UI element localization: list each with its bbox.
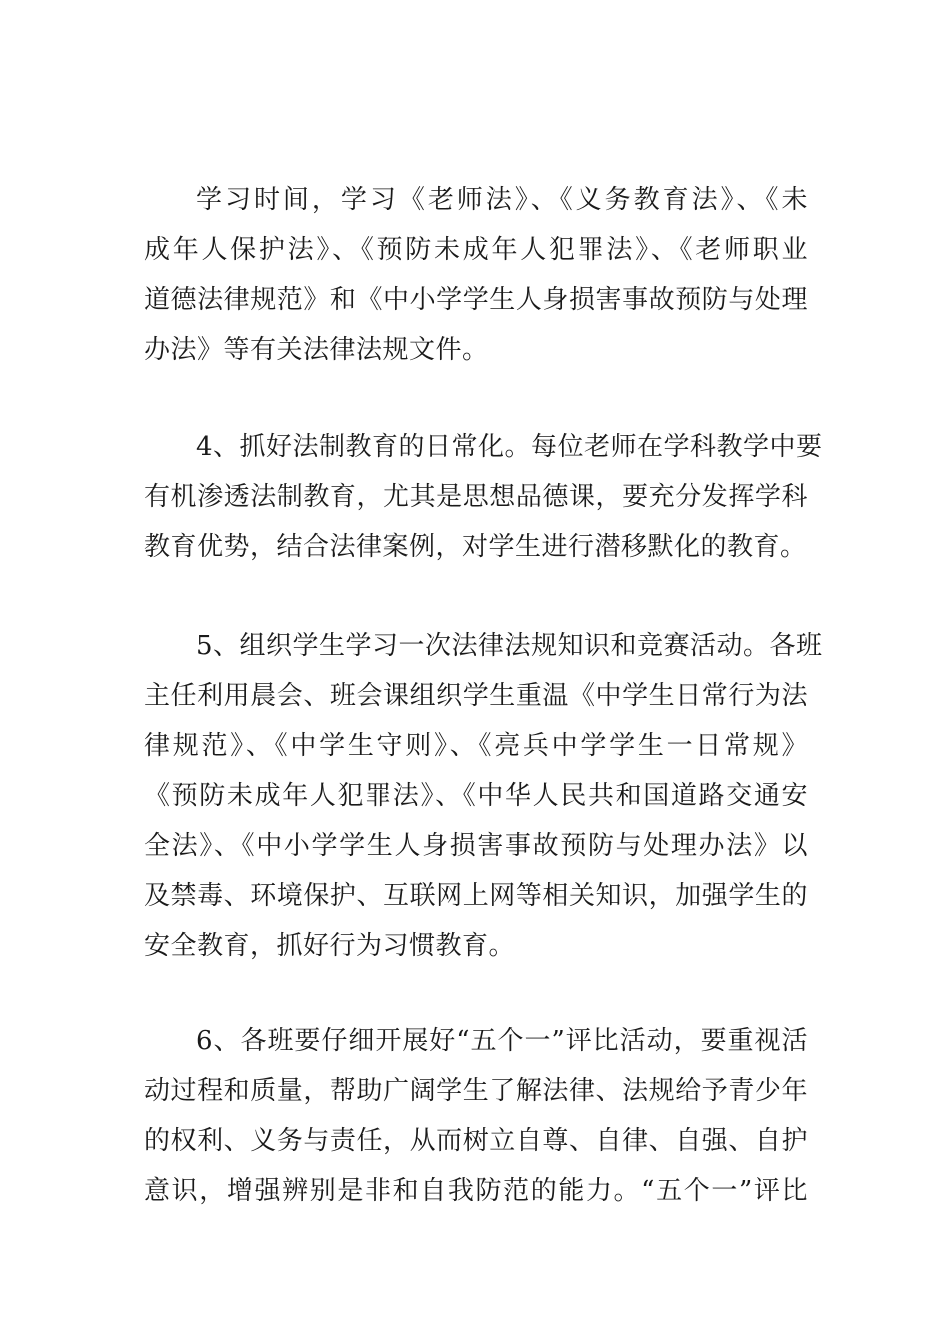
paragraph-line: 主任利用晨会、班会课组织学生重温《中学生日常行为法: [144, 681, 808, 711]
paragraph-line: 6、各班要仔细开展好“五个一”评比活动，要重视活: [196, 1026, 808, 1056]
paragraph-study-time: [144, 175, 808, 375]
paragraph-line: 有机渗透法制教育，尤其是思想品德课，要充分发挥学科: [144, 482, 808, 512]
paragraph-line: 教育优势，结合法律案例，对学生进行潜移默化的教育。: [144, 532, 807, 562]
paragraph-line: 办法》等有关法律法规文件。: [144, 335, 489, 365]
paragraph-line: 《预防未成年人犯罪法》、《中华人民共和国道路交通安: [144, 781, 808, 811]
paragraph-line: 全法》、《中小学学生人身损害事故预防与处理办法》以: [144, 831, 808, 861]
paragraph-line: 的权利、义务与责任，从而树立自尊、自律、自强、自护: [144, 1126, 808, 1156]
paragraph-line: 及禁毒、环境保护、互联网上网等相关知识，加强学生的: [144, 881, 808, 911]
paragraph-line: 意识，增强辨别是非和自我防范的能力。“五个一”评比: [144, 1176, 808, 1206]
paragraph-line: 道德法律规范》和《中小学学生人身损害事故预防与处理: [144, 285, 808, 315]
paragraph-line: 动过程和质量，帮助广阔学生了解法律、法规给予青少年: [144, 1076, 808, 1106]
paragraph-line: 安全教育，抓好行为习惯教育。: [144, 931, 516, 961]
paragraph-item-5: [144, 621, 823, 971]
paragraph-line: 律规范》、《中学生守则》、《亮兵中学学生一日常规》: [144, 731, 808, 761]
paragraph-line: 学习时间，学习《老师法》、《义务教育法》、《未: [196, 185, 808, 215]
paragraph-line: 4、抓好法制教育的日常化。每位老师在学科教学中要: [196, 432, 823, 462]
paragraph-line: 5、组织学生学习一次法律法规知识和竞赛活动。各班: [196, 631, 823, 661]
paragraph-item-6: [144, 1016, 808, 1216]
paragraph-line: 成年人保护法》、《预防未成年人犯罪法》、《老师职业: [144, 235, 808, 265]
paragraph-item-4: [144, 422, 823, 572]
